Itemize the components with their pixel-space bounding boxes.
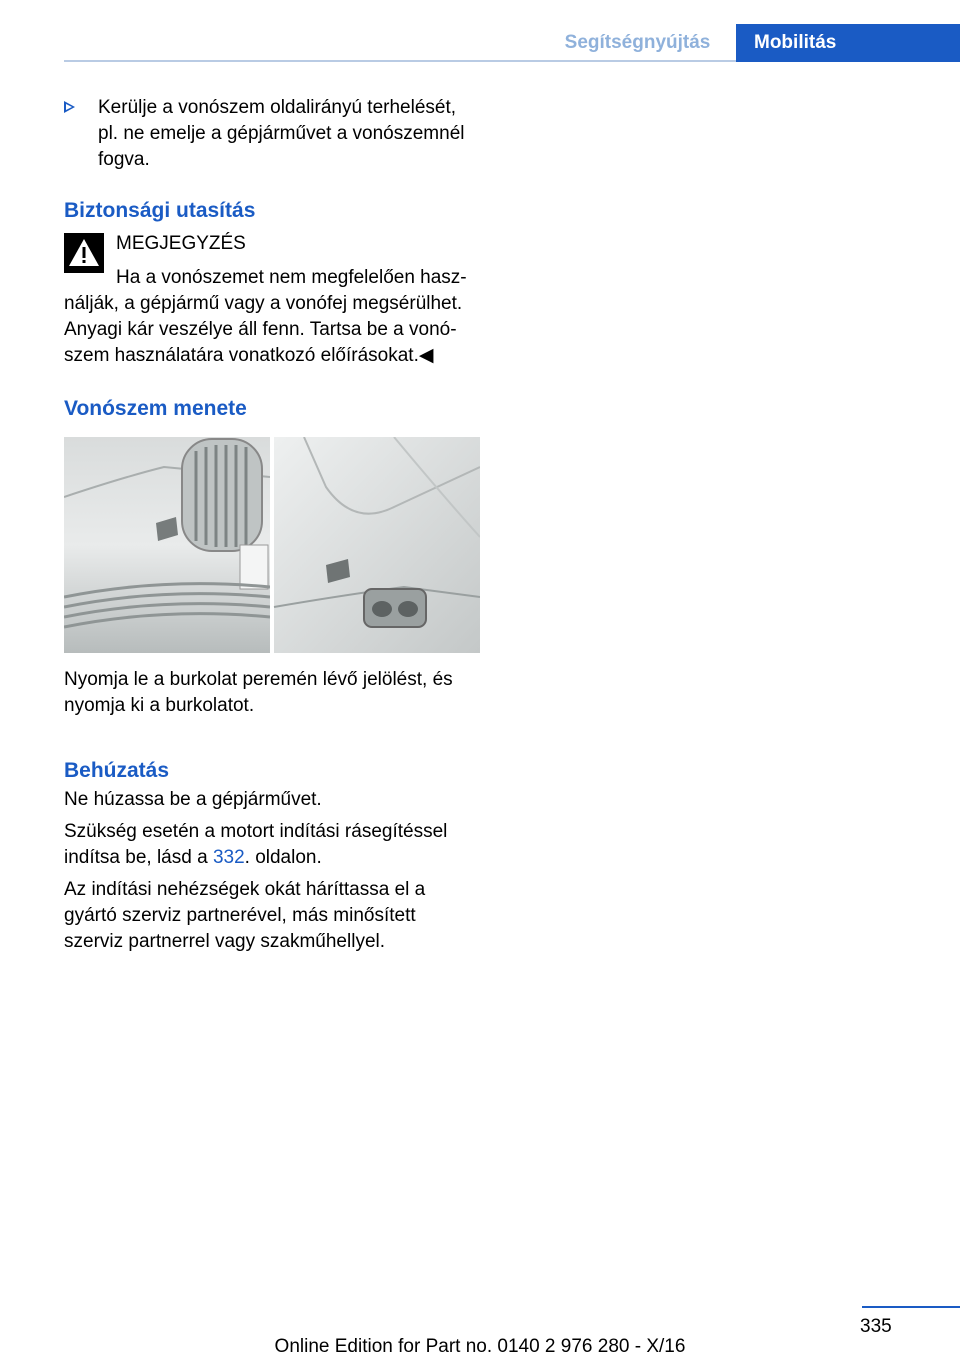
page-ref-link[interactable]: 332 xyxy=(212,847,245,868)
bullet-triangle-icon xyxy=(64,101,75,113)
bumper-cover-figure xyxy=(64,437,480,653)
towing-p2-line2 xyxy=(64,845,484,871)
towing-p2-pre: indítsa be, lásd a xyxy=(64,847,213,868)
towing-p2-post: . oldalon. xyxy=(244,847,322,868)
warning-line-2: nálják, a gépjármű vagy a vonófej megsérülhet. xyxy=(64,293,463,314)
warning-block xyxy=(64,231,484,369)
towing-p1: Ne húzassa be a gépjárművet. xyxy=(64,789,322,810)
bullet-line-3: fogva. xyxy=(98,149,150,170)
bullet-line-1: Kerülje a vonószem oldalirányú terhelését, xyxy=(98,97,457,118)
tow-eye-heading: Vonószem menete xyxy=(64,397,247,420)
towing-p2-line1: Szükség esetén a motort indítási rásegítéssel xyxy=(64,821,448,842)
safety-heading: Biztonsági utasítás xyxy=(64,199,256,222)
warning-label: MEGJEGYZÉS xyxy=(116,233,246,254)
warning-line-3: Anyagi kár veszélye áll fenn. Tartsa be a vonó- xyxy=(64,319,457,340)
tow-eye-caption-1: Nyomja le a burkolat peremén lévő jelölést, és xyxy=(64,669,453,690)
main-column xyxy=(64,95,484,955)
warning-icon xyxy=(64,233,104,273)
header-chapter-tab[interactable]: Mobilitás xyxy=(736,24,960,62)
bullet-item xyxy=(64,95,484,173)
towing-heading: Behúzatás xyxy=(64,759,170,782)
towing-p3-line1: Az indítási nehézségek okát háríttassa el a xyxy=(64,879,426,900)
page-number: 335 xyxy=(860,1316,892,1337)
bullet-line-2: pl. ne emelje a gépjárművet a vonószemnél xyxy=(98,123,465,144)
footer-edition: Online Edition for Part no. 0140 2 976 280 - X/16 xyxy=(274,1336,686,1357)
towing-p3-line3: szerviz partnerrel vagy szakműhellyel. xyxy=(64,931,386,952)
page-number-rule xyxy=(862,1306,960,1308)
header-section-title[interactable]: Segítségnyújtás xyxy=(564,32,711,53)
warning-line-1: Ha a vonószemet nem megfelelően hasz- xyxy=(116,267,467,288)
warning-line-4: szem használatára vonatkozó előírásokat.◀ xyxy=(64,345,434,366)
tow-eye-caption-2: nyomja ki a burkolatot. xyxy=(64,695,255,716)
towing-p3-line2: gyártó szerviz partnerével, más minősített xyxy=(64,905,416,926)
